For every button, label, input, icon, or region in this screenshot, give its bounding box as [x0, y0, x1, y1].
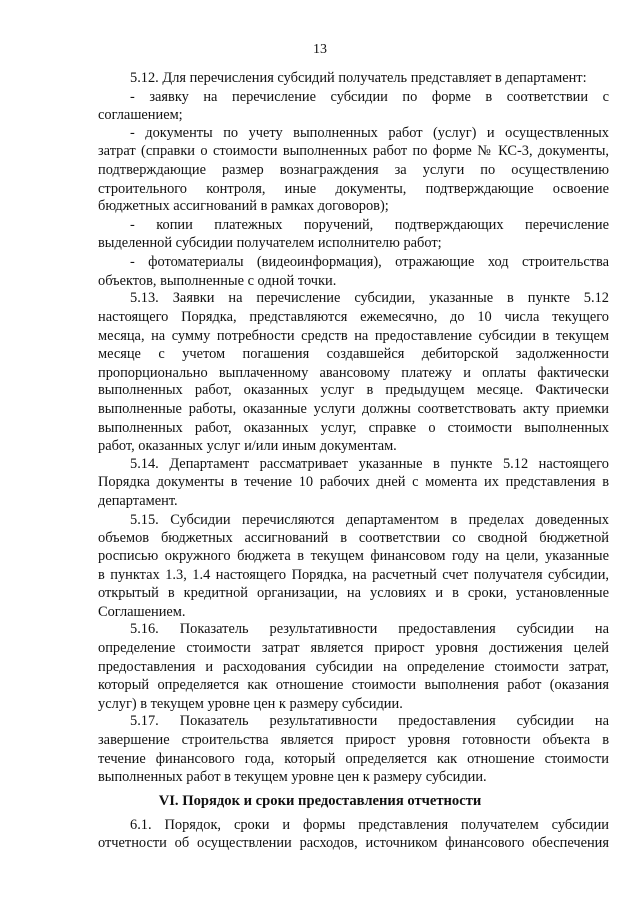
text-line: работ, оказанных услуг и/или иным документам.	[98, 438, 397, 455]
text-line: 5.12. Для перечисления субсидий получатель представляет в департамент:	[130, 69, 587, 86]
text-line: объемов бюджетных ассигнований в соответствии со сводной бюджетной	[98, 530, 609, 547]
text-line: выполненные работы, оказанные услуги должны соответствовать акту приемки	[98, 400, 609, 417]
text-line: Порядка документы в течение 10 рабочих дней с момента их представления в	[98, 474, 609, 491]
text-line: месяце с учетом погашения создавшейся дебиторской задолженности	[98, 346, 609, 363]
text-line: который определяется как отношение стоимости выполнения работ (оказания	[98, 677, 609, 694]
text-line: затрат (справки о стоимости выполненных работ по форме № КС-3, документы,	[98, 143, 609, 160]
text-line: департамент.	[98, 493, 178, 510]
text-line: - копии платежных поручений, подтверждающих перечисление	[130, 216, 609, 233]
text-line: месяца, на сумму потребности средств на предоставление субсидии в текущем	[98, 327, 609, 344]
text-line: течение финансового года, который определяется как отношение стоимости	[98, 750, 609, 767]
text-line: 5.15. Субсидии перечисляются департаментом в пределах доведенных	[130, 511, 609, 528]
text-line: росписью окружного бюджета в текущем финансовом году на цели, указанные	[98, 547, 609, 564]
text-line: 5.14. Департамент рассматривает указанные в пункте 5.12 настоящего	[130, 455, 609, 472]
text-line: отчетности об осуществлении расходов, источником финансового обеспечения	[98, 835, 609, 852]
section-heading: VI. Порядок и сроки предоставления отчетности	[158, 793, 482, 810]
page-number: 13	[313, 42, 327, 57]
text-line: объектов, выполненные с одной точки.	[98, 272, 337, 289]
text-line: выполненных работ, оказанных услуг в предыдущем месяце. Фактически	[98, 382, 609, 399]
text-line: Соглашением.	[98, 603, 186, 620]
text-line: - документы по учету выполненных работ (услуг) и осуществленных	[130, 124, 609, 141]
text-line: предоставления и расходования субсидии на определение стоимости затрат,	[98, 658, 609, 675]
text-line: строительного контроля, иные документы, подтверждающие освоение	[98, 180, 609, 197]
text-line: настоящего Порядка, представляются ежемесячно, до 10 числа текущего	[98, 308, 609, 325]
text-line: 5.13. Заявки на перечисление субсидии, указанные в пункте 5.12	[130, 290, 609, 307]
text-line: услуг) в текущем уровне цен к размеру субсидии.	[98, 695, 403, 712]
text-line: выполненных работ, оказанных услуг, справке о стоимости выполненных	[98, 419, 609, 436]
text-line: выделенной субсидии получателем исполнителю работ;	[98, 235, 442, 252]
text-line: завершение строительства является прирост уровня готовности объекта в	[98, 732, 609, 749]
text-line: - фотоматериалы (видеоинформация), отражающие ход строительства	[130, 254, 609, 271]
text-line: 6.1. Порядок, сроки и формы представления получателем субсидии	[130, 816, 609, 833]
text-line: в пунктах 1.3, 1.4 настоящего Порядка, на расчетный счет получателя субсидии,	[98, 566, 609, 583]
text-line: пропорционально выплаченному авансовому платежу и оплаты фактически	[98, 364, 609, 381]
text-line: соглашением;	[98, 107, 183, 124]
text-line: подтверждающие размер вознаграждения за услуги по осуществлению	[98, 161, 609, 178]
text-line: определение стоимости затрат является прирост уровня достижения целей	[98, 639, 609, 656]
text-line: выполненных работ в текущем уровне цен к размеру субсидии.	[98, 769, 487, 786]
text-line: открытый в кредитной организации, на условиях и в сроки, установленные	[98, 585, 609, 602]
text-line: 5.16. Показатель результативности предоставления субсидии на	[130, 621, 609, 638]
text-line: - заявку на перечисление субсидии по форме в соответствии с	[130, 88, 609, 105]
text-line: бюджетных ассигнований в рамках договоров);	[98, 198, 389, 215]
text-line: 5.17. Показатель результативности предоставления субсидии на	[130, 713, 609, 730]
